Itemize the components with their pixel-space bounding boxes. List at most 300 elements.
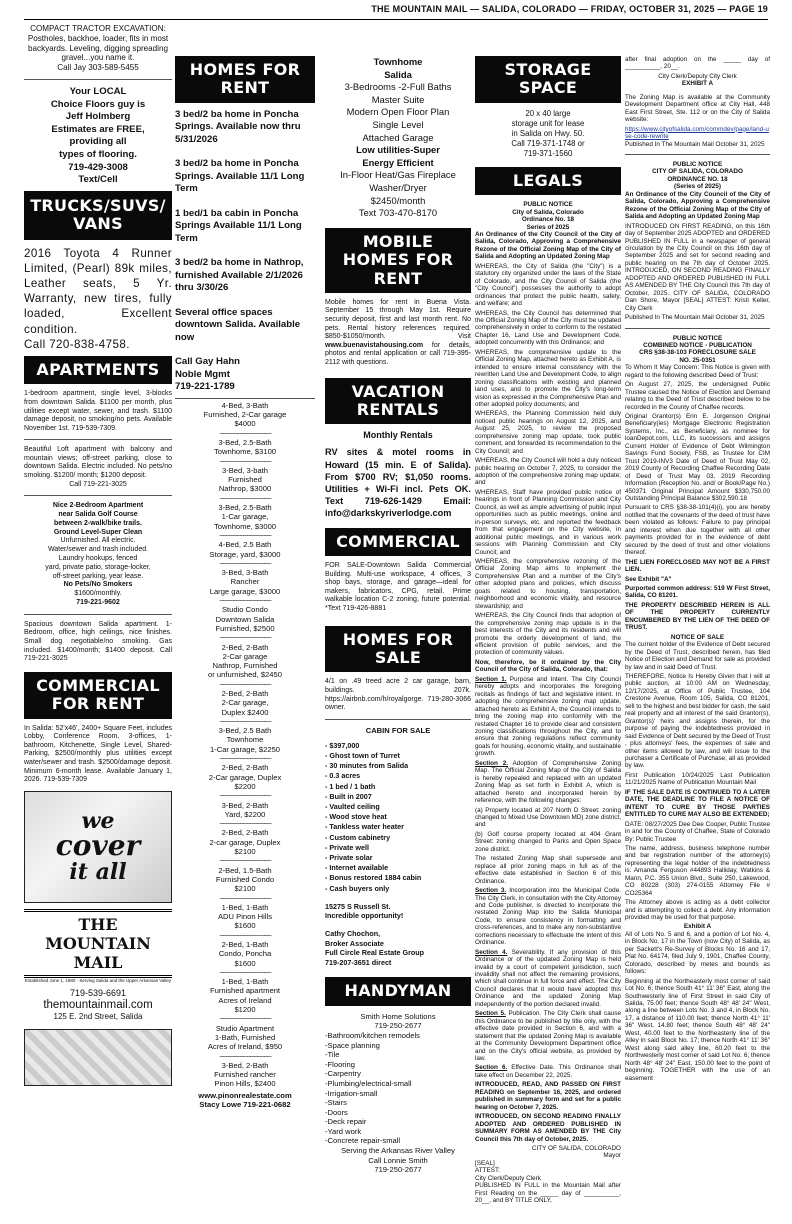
apt3-line: 719-221-9602 (76, 599, 120, 607)
listing-line: Downtown Salida (215, 614, 275, 624)
rental-2: 3 bed/2 ba home in Poncha Springs. Available 11/1 Long Term (175, 158, 305, 195)
vacation-sub: Monthly Rentals (363, 430, 433, 441)
cabin-feature: - 30 minutes from Salida (325, 761, 409, 771)
listing-line: Nathrop, Furnished (212, 661, 278, 671)
listing-line: 4-Bed, 2.5 Bath (218, 540, 272, 550)
cabin-feature: - Bonus restored 1884 cabin (325, 873, 422, 883)
listing-item (175, 605, 315, 633)
notice-section-5 (475, 1010, 621, 1062)
cabin-feature: - Wood stove heat (325, 812, 387, 822)
section-heading: Section 5. (475, 1010, 506, 1018)
signature-line: Mayor (603, 1152, 621, 1160)
signature-line: CITY OF SALIDA, COLORADO (531, 1145, 621, 1152)
mobile-homes-text: Mobile homes for rent in Buena Vista. September 15 through May 1st. Require security deposit, first and last month rent. No pets. Rental history references required. $850-$1050/month. Visit (325, 298, 471, 341)
handyman-footer (325, 1146, 471, 1175)
storage-ad (475, 109, 621, 159)
listing-item (175, 438, 315, 457)
apartment-ad-4: Spacious downtown Salida apartment. 1-Bedroom, office, high ceilings, nice finishes. Small dog negotiable/no smoking. Gas included. $1400/month; $1400 deposit. Call 719-221-3025 (24, 620, 172, 663)
storage-line: 20 x 40 large (525, 108, 571, 118)
listing-line: Townhome (226, 735, 264, 745)
townhome-line: Energy Efficient (362, 156, 434, 168)
exhibit-label: EXHIBIT A (681, 80, 714, 88)
notice-paragraph: The current holder of the Evidence of Debt secured by the Deed of Trust, described herein, has filed Notice of Election and Demand for sale as provided by law and in said Deed of Trust. (625, 641, 770, 671)
trucks-ad-text: 2016 Toyota 4 Runner Limited, (Pearl) 89k miles, Leather seats, 5 Yr. Warranty, new tires, fully loaded, Excellent condition. (24, 246, 172, 336)
notice-ordinance: Ordinance No. 18 (521, 216, 575, 224)
apartments-heading: APARTMENTS (24, 356, 172, 384)
apt3-line: off-street parking, year lease. (52, 572, 144, 580)
listing-line: 2-car garage, Duplex (209, 837, 281, 847)
section-heading: Section 3. (475, 887, 507, 895)
promo-cover: cover (55, 828, 141, 862)
listing-line: 3-Bed, 2.5 Bath (218, 726, 272, 736)
divider (24, 614, 172, 615)
listing-separator: ~~~~~~~~~~~~~~~ (219, 633, 271, 643)
zoning-map-link[interactable]: https://www.cityofsalida.com/commdev/page/land-use-code-rewrite (625, 125, 769, 141)
listing-line: Furnished (228, 475, 262, 485)
notice-paragraph: PUBLISHED IN FULL in the Mountain Mail after First Reading on the _____ day of __________, 20__, and BY TITLE ONLY, (475, 1182, 621, 1205)
listing-separator: ~~~~~~~~~~~~~~~ (219, 856, 271, 866)
divider (24, 495, 172, 496)
cabin-contact-line: Cathy Chochon, (325, 928, 381, 938)
notice-paragraph: THE LIEN FORECLOSED MAY NOT BE A FIRST LIEN. (625, 558, 770, 574)
cabin-contact-line: Broker Associate (325, 938, 384, 948)
rental-contact (175, 356, 315, 394)
mobile-homes-text-2: for details, photos and rental application or call 719-395-2112 with questions. (325, 341, 471, 367)
divider (625, 154, 770, 155)
listing-separator: ~~~~~~~~~~~~~~~ (219, 558, 271, 568)
notice-title: CRS §38-38-103 FORECLOSURE SALE (639, 349, 756, 357)
notice-section-2 (475, 760, 621, 805)
apartment-ad-2 (24, 446, 172, 489)
cabin-feature: - Private solar (325, 852, 373, 862)
section-heading: Section 4. (475, 948, 508, 956)
listing-line: ADU Pinon Hills (217, 912, 273, 922)
listing-item (175, 401, 315, 429)
masthead-logo: THE MOUNTAIN MAIL (24, 909, 172, 978)
rental-4: 3 bed/2 ba home in Nathrop, furnished Available 2/1/2026 thru 3/30/26 (175, 257, 304, 294)
notice-city: City of Salida, Colorado (512, 208, 584, 216)
listing-item (175, 726, 315, 754)
handyman-service: -Bathroom/kitchen remodels (325, 1030, 420, 1040)
pinon-site: www.pinonrealestate.com (198, 1090, 292, 1100)
rental-contact-line: 719-221-1789 (175, 381, 235, 393)
notice-paragraph: The name, address, business telephone number and bar registration number of the attorney(s) representing the legal holder of the indebtedness is: Amanda Ferguson #44893 Halliday, Watkins & Mann, P.C. 355 Union Blvd., Suite 250, Lakewood, CO 80228 (303) 274-0155 Attorney File # CO25364 (625, 844, 770, 897)
cabin-features (325, 741, 471, 894)
cabin-feature: - Custom cabinetry (325, 832, 391, 842)
apt3-line: Unfurnished. All electric. (60, 537, 136, 545)
townhome-line: $2450/month (370, 194, 426, 206)
listing-line: 2-Bed, 2-Bath (221, 828, 269, 838)
mobile-homes-heading: MOBILE HOMES FOR RENT (325, 228, 471, 293)
listing-line: Furnished, $2500 (215, 623, 275, 633)
apt3-line: $1600/monthly. (74, 590, 122, 598)
notice-paragraph: WHEREAS, the City Council will hold a duly noticed public hearing on October 7, 2025, to consider the adoption of the comprehensive zoning map update; and (475, 457, 621, 487)
cabin-feature: - Vaulted ceiling (325, 801, 380, 811)
listing-line: or unfurnished, $2450 (208, 670, 282, 680)
legal-notice-ordinance-18-title (625, 161, 770, 322)
listing-line: 3-Bed, 3-Bath (221, 568, 269, 578)
section-text: Severability. If any provision of this Ordinance or of the updated Zoning Map is held invalid by a court of competent jurisdiction, such invalidity shall not affect the remaining provisions, which shall continue in full force and effect. The City Council declares that it would have adopted this Ordinance and the updated Zoning Map independently of the portion declared invalid. (475, 948, 621, 1008)
townhome-line: Single Level (372, 118, 424, 130)
commercial-rent-ad: In Salida: 52'x46', 2400+ Square Feet, includes Lobby, Conference Room, 3-offices, 1-bathroom, Kitchenette, Single Level, Shared-Parking, $2500/monthly plus utilities except water/sewer and trash. $2500/damage deposit. Minimum 6-month lease. Available January 1, 2026. 719-539-7309 (24, 724, 172, 784)
listing-line: 1-Bed, 1-Bath (221, 902, 269, 912)
handyman-service: -Irrigation-small (325, 1088, 378, 1098)
signature-line: City Clerk/Deputy City Clerk (658, 72, 737, 80)
cabin-feature: - Tankless water heater (325, 822, 404, 832)
page-header: THE MOUNTAIN MAIL — SALIDA, COLORADO — FRIDAY, OCTOBER 31, 2025 — PAGE 19 (371, 4, 768, 14)
apt3-line: near Salida Golf Course (58, 511, 138, 519)
apartment-ad-2-text: Beautiful Loft apartment with balcony and mountain views; off-street parking, close to downtown Salida. Electric included. No pets/no smoking. $1200/ month; $1200 deposit. (24, 446, 172, 480)
listing-item (175, 568, 315, 596)
listing-line: Rancher (230, 577, 260, 587)
handyman-phone-2: 719-250-2677 (374, 1165, 422, 1175)
apt3-line: No Pets/No Smokers (63, 581, 133, 589)
listing-line: Furnished rancher (214, 1070, 276, 1080)
homes-for-sale-ad: 4/1 on .49 treed acre 2 car garage, barn, buildings. 207k. https://airbnb.com/h/royalgorge. 719-280-3066 owner. (325, 678, 471, 712)
column-5 (625, 56, 770, 1220)
listing-line: Pinon Hills, $2400 (214, 1079, 276, 1089)
cabin-address (325, 902, 471, 921)
townhome-line: Master Suite (371, 93, 425, 105)
townhome-line: Washer/Dryer (369, 181, 427, 193)
listing-line: Townhome, $3100 (213, 447, 277, 457)
notice-paragraph: To Whom It May Concern: This Notice is given with regard to the following described Deed of Trust: (625, 364, 770, 379)
notice-paragraph: DATE: 08/27/2025 Dee Dee Cooper, Public Trustee in and for the County of Chaffee, State of Colorado By: Public Trustee (625, 820, 770, 843)
apartment-ad-2-call: Call 719-221-3025 (69, 480, 127, 488)
header-rule (24, 19, 768, 20)
notice-caption: An Ordinance of the City Council of the City of Salida, Colorado, Approving a Comprehensive Rezone of the Official Zoning Map of the City of Salida and Adopting an Updated Zoning Map (625, 190, 770, 221)
cabin-contact-line: 719-207-3651 direct (325, 957, 392, 967)
apt3-line: Water/sewer and trash included. (47, 546, 149, 554)
handyman-phone: 719-250-2677 (374, 1021, 422, 1031)
legal-notice-ordinance-18 (475, 201, 621, 1204)
notice-paragraph: THE PROPERTY DESCRIBED HEREIN IS ALL OF THE PROPERTY CURRENTLY ENCUMBERED BY THE LIEN OF THE DEED OF TRUST. (625, 601, 770, 632)
listing-separator: ~~~~~~~~~~~~~~~ (219, 596, 271, 606)
townhome-line: Text 703-470-8170 (358, 207, 438, 219)
trucks-ad (24, 246, 172, 352)
section-text: Incorporation into the Municipal Code. The City Clerk, in consultation with the City Attorney and Code publisher, is directed to incorporate the restated Zoning Map into the Salida Municipal Code, to ensure consistency in formatting and cross-references, and to make any non-substantive corrections necessary to effectuate the intent of this Ordinance. (475, 887, 621, 947)
apt3-line: yard, private patio, storage-locker, (45, 563, 151, 571)
trucks-heading: TRUCKS/SUVS/ VANS (24, 191, 172, 240)
notice-paragraph: WHEREAS, the City Council has determined that the Official Zoning Map of the City must be updated comprehensively in order to conform to the restated Chapter 16, Land Use and Development Code, adopted concurrently with this Ordinance; and (475, 309, 621, 347)
listing-separator: ~~~~~~~~~~~~~~~ (219, 1014, 271, 1024)
column-1 (24, 24, 172, 1220)
notice-section-6 (475, 1064, 621, 1079)
cabin-address-line: 15275 S Russell St. (325, 901, 391, 911)
listing-separator: ~~~~~~~~~~~~~~~ (219, 716, 271, 726)
listing-line: Studio Condo (221, 605, 269, 615)
townhome-line: Attached Garage (362, 131, 434, 143)
tractor-phone: Call Jay 303-589-5455 (57, 63, 139, 73)
listing-line: $1600 (234, 958, 256, 968)
flooring-line: providing all (69, 136, 127, 148)
listing-item (175, 977, 315, 1014)
flooring-line: types of flooring. (59, 148, 137, 160)
rental-contact-line: Call Gay Hahn (175, 356, 241, 368)
legals-heading: LEGALS (475, 167, 621, 195)
commercial-ad: FOR SALE-Downtown Salida Commercial Building. Multi-use workspace, 4 offices, 3 shop bays, storage, and garage—ideal for makers, fabricators, CPG, retail. Prime walkable location C-2 zoning, future potential. *Text 719-426-8881 (325, 562, 471, 612)
listing-line: Duplex $2400 (221, 707, 269, 717)
notice-paragraph: after final adoption on the _____ day of __________, 20__. (625, 56, 770, 71)
tractor-body: Postholes, backhoe, loader, fits in most backyards. Leveling, digging spreading gravel...you name it. (27, 33, 169, 63)
apt3-line: Laundry hookups, fenced (58, 555, 138, 563)
notice-paragraph: WHEREAS, the comprehensive update to the Official Zoning Map, attached hereto as Exhibit A, is intended to ensure internal consistency with the rewritten Land Use and Development Code, to align zoning classifications with existing and planned land uses, and to promote the City's long-term vision as expressed in the Comprehensive Plan and other adopted policy documents; and (475, 348, 621, 408)
handyman-service: -Stairs (325, 1098, 347, 1108)
townhome-ad (325, 56, 471, 220)
homes-for-sale-heading: HOMES FOR SALE (325, 626, 471, 673)
notice-paragraph: Published In The Mountain Mail October 31, 2025 (625, 140, 765, 148)
promo-it-all: it all (69, 858, 127, 885)
cabin-feature: - Internet available (325, 863, 389, 873)
commercial-heading: COMMERCIAL (325, 528, 471, 556)
listing-item (175, 689, 315, 717)
flooring-line: Your LOCAL (69, 85, 127, 97)
notice-paragraph: First Publication 10/24/2025 Last Publication 11/21/2025 Name of Publication Mountain Mail (625, 771, 770, 787)
storage-line: Call 719-371-1748 or (511, 138, 585, 148)
listing-separator: ~~~~~~~~~~~~~~~ (219, 530, 271, 540)
listing-line: Studio Apartment (215, 1023, 275, 1033)
flooring-line: Jeff Holmberg (65, 111, 131, 123)
promo-website: themountainmail.com (43, 998, 153, 1011)
listing-item (175, 466, 315, 494)
promo-address: 125 E. 2nd Street, Salida (53, 1011, 143, 1021)
listing-line: 1-Bed, 1-Bath (221, 977, 269, 987)
section-text: Publication. The City Clerk shall cause this Ordinance to be published by title only, with the effective date provided in Section 6, and with a statement that the updated Zoning Map is available at the Community Development Department office and on the City's official website, as provided by law. (475, 1010, 621, 1063)
cabin-contact-line: Full Circle Real Estate Group (325, 948, 425, 958)
trucks-ad-call: Call 720-838-4758. (24, 337, 130, 351)
notice-section-1 (475, 676, 621, 758)
listing-item (175, 763, 315, 791)
listing-line: 2-Car garage, Duplex (208, 772, 282, 782)
notice-paragraph: The Attorney above is acting as a debt collector and is attempting to collect a debt. Any information provided may be used for that purpose. (625, 899, 770, 922)
handyman-call: Call Lonnie Smith (368, 1155, 428, 1165)
flooring-line: Estimates are FREE, (51, 123, 145, 135)
notice-series: Series of 2025 (526, 223, 570, 231)
listing-item (175, 540, 315, 559)
listing-line: 3-Bed, 2-Bath (221, 800, 269, 810)
divider (24, 439, 172, 440)
listing-line: 3-Bed, 2-Bath (221, 1060, 269, 1070)
cabin-address-line: Incredible opportunity! (325, 911, 404, 921)
signature-line: [SEAL] (475, 1159, 495, 1167)
listing-line: Storage, yard, $3000 (209, 549, 281, 559)
notice-paragraph: See Exhibit "A" (625, 575, 672, 583)
rental-5: Several office spaces downtown Salida. Available now (175, 306, 301, 343)
listing-line: 3-Bed, 3-bath (221, 465, 268, 475)
cabin-feature: - Built in 2007 (325, 791, 372, 801)
listing-line: 1-Bath, Furnished (214, 1032, 276, 1042)
we-cover-it-all-promo (24, 791, 172, 903)
notice-title: ORDINANCE NO. 18 (667, 175, 728, 183)
promo-phone: 719-539-6691 (69, 987, 127, 998)
notice-paragraph: INTRODUCED ON FIRST READING, on this 16th day of September 2025 ADOPTED and ORDERED PUBLISHED IN FULL in a newspaper of general circulation by the City Council on this 16th day of September 2025 and set for second reading and public hearing on the 7th day of October 2025. INTRODUCED, ON SECOND READING FINALLY ADOPTED AND ORDERED PUBLISHED IN FULL AS AMENDED BY THE City Council this 7th day of October, 2025. CITY OF SALIDA, COLORADO Dan Shore, Mayor [SEAL] ATTEST: Kristi Keller, City Clerk (625, 222, 770, 312)
handyman-service: -Flooring (325, 1059, 355, 1069)
townhome-line: Townhome (373, 56, 423, 67)
notice-paragraph: All of Lots No. 5 and 6, and a portion of Lot No. 4, in Block No. 17 in the Town (now City) of Salida, as per Sackett's Re-Survey of Blocks No. 16 and 17, Plat No. 64174, filed July 9, 1901, Chaffee County, Colorado, described by metes and bounds as follows: (625, 930, 770, 976)
notice-paragraph: Beginning at the Northeasterly most corner of said Lot No. 6; thence South 41° 11' 36" East, along the Southwesterly line of First Street in said City of Salida, 75.00 feet; thence South 48° 48' 24" West, along a line between Lots No. 3 and 4, in Block No. 17, a distance of 110.00 feet; thence North 41° 11' 36" West, 14.80 feet; thence South 48° 48' 24" West, 40.00 feet to the Northeasterly line of the Alley in said Block No. 17; thence North 41° 11' 36" West along said alley line, 60.20 feet to the Northwesterly most corner of said Lot No. 6; thence North 48° 48' 24" East, 150.00 feet to the point of beginning. TOGETHER with the use of an easement (625, 977, 770, 1082)
section-heading: Section 6. (475, 1064, 508, 1072)
notice-title: PUBLIC NOTICE (672, 334, 723, 342)
handyman-heading: HANDYMAN (325, 977, 471, 1005)
commercial-rent-heading: COMMERCIAL FOR RENT (24, 672, 172, 719)
listing-line: $1600 (234, 921, 256, 931)
handyman-service: -Space planning (325, 1040, 380, 1050)
column-4 (475, 56, 621, 1220)
listing-item (175, 903, 315, 931)
listing-item (175, 801, 315, 820)
listing-item (175, 643, 315, 680)
listing-line: 2-Bed, 1.5-Bath (218, 865, 272, 875)
column-3 (325, 56, 471, 1220)
listing-line: Yard, $2200 (224, 809, 266, 819)
listing-line: 2-Car garage (222, 651, 268, 661)
cabin-feature: - Private well (325, 842, 369, 852)
notice-title: COMBINED NOTICE - PUBLICATION (643, 341, 752, 349)
flooring-line: 719-429-3008 (68, 161, 128, 173)
divider (24, 79, 172, 80)
handyman-service: -Yard work (325, 1126, 362, 1136)
tractor-title: COMPACT TRACTOR EXCAVATION: (30, 24, 166, 33)
notice-section-4 (475, 949, 621, 1009)
notice-title: (Series of 2025) (674, 183, 721, 191)
pinon-agent: Stacy Lowe 719-221-0682 (199, 1100, 291, 1110)
section-text: Purpose and Intent. The City Council hereby adopts and incorporates the foregoing recitals as findings of fact and legislative intent. In adopting the comprehensive zoning map update, attached hereto as Exhibit A, the Council intends to bring the zoning map into conformity with the restated Chapter 16 to provide clear and consistent zoning classifications throughout the City, and to ensure that zoning regulations reflect community goals for housing, economic vitality, and sustainable growth. (475, 675, 621, 758)
column-2 (175, 56, 315, 1220)
listing-separator: ~~~~~~~~~~~~~~~ (219, 428, 271, 438)
notice-title: PUBLIC NOTICE (523, 201, 573, 209)
listing-line: 2-Bed, 1-Bath (221, 940, 269, 949)
listing-line: 1-Car garage, (221, 512, 269, 522)
townhome-line: Low utilities-Super (356, 144, 440, 156)
listing-line: Acres of Ireland, $950 (207, 1042, 283, 1052)
notice-paragraph: THEREFORE, Notice Is Hereby Given that I will at public auction, at 10:00 AM on Wednesday, 12/17/2025, at Office of Public Trustee, 104 Crestone Avenue, Room 105, Salida, CO 81201, sell to the highest and best bidder for cash, the said real property and all interest of the said Grantor(s), Grantor(s)' heirs and assigns therein, for the purpose of paying the indebtedness provided in said Evidence of Debt secured by the Deed of Trust , plus attorneys' fees, the expenses of sale and other items allowed by law, and will issue to the purchaser a Certificate of Purchase, all as provided by law. (625, 672, 770, 770)
divider (625, 328, 770, 329)
cabin-feature: - Ghost town of Turret (325, 750, 400, 760)
notice-paragraph: Pursuant to CRS §38-38-101(4)(i), you are hereby notified that the covenants of the deed of trust have been violated as follows: Failure to pay principal and interest when due together with all other payments provided for in the evidence of debt secured by the deed of trust and other violations thereof. (625, 504, 770, 557)
divider (175, 398, 315, 399)
vacation-rentals-heading: VACATION RENTALS (325, 378, 471, 425)
listing-item (175, 866, 315, 894)
listing-line: Townhome, $3000 (213, 521, 277, 531)
notice-paragraph: Original Grantor(s) Erin E. Jorgenson Original Beneficiary(ies) Mortgage Electronic Registration Systems, Inc., as Beneficiary, as nominee for loanDepot.com, LLC, its successors and assigns Current Holder of Evidence of Debt Wilmington Savings Fund Society, FSB, as Trustee for CIM Trust 2019-INV3 Date of Deed of Trust May 02, 2019 County of Recording Chaffee Recording Date of Deed of Trust May 03, 2019 Recording Information (Reception No. and/ or Book/Page No.) 450371 Original Principal Amount $330,750.00 Outstanding Principal Balance $302,590.18 (625, 413, 770, 503)
townhome-line: In-Floor Heat/Gas Fireplace (340, 169, 456, 181)
townhome-line: 3-Bedrooms -2-Full Baths (344, 81, 452, 93)
cabin-feature: - 0.3 acres (325, 771, 361, 781)
listing-line: Furnished Condo (215, 874, 275, 884)
notice-paragraph: WHEREAS, the City of Salida (the "City") is a statutory city organized under the laws of the State of Colorado, and the City Council of Salida (the "City Council") possesses the authority to adopt ordinances that protect the public health, safety, and welfare; and (475, 262, 621, 308)
listing-line: $1200 (234, 1005, 256, 1015)
notice-paragraph: (a) Property located at 207 North D Street: zoning changed to Mixed Use Downtown MD) zone district, and (475, 806, 621, 829)
notice-paragraph: The restated Zoning Map shall supersede and replace all prior zoning maps in full as of the effective date established in Section 6 of this Ordinance. (475, 855, 621, 885)
listing-line: 2-Car garage, (221, 698, 269, 708)
listing-separator: ~~~~~~~~~~~~~~~ (219, 679, 271, 689)
storage-line: 719-371-1560 (523, 148, 573, 158)
listing-line: $2100 (234, 847, 256, 857)
section-heading: Section 1. (475, 675, 507, 683)
listing-separator: ~~~~~~~~~~~~~~~ (219, 893, 271, 903)
listing-separator: ~~~~~~~~~~~~~~~ (219, 819, 271, 829)
apt3-line: Ground Level-Super Clean (53, 528, 143, 536)
mobile-homes-site: www.buenavistahousing.com (325, 341, 424, 349)
listing-line: Furnished, 2-Car garage (203, 410, 287, 420)
listing-item (175, 1024, 315, 1052)
storage-line: storage unit for lease (511, 118, 585, 128)
legal-notice-continued (625, 56, 770, 148)
notice-paragraph: IF THE SALE DATE IS CONTINUED TO A LATER DATE, THE DEADLINE TO FILE A NOTICE OF INTENT TO CURE BY THOSE PARTIES ENTITLED TO CURE MAY ALSO BE EXTENDED; (625, 788, 770, 819)
notice-paragraph: (b) Golf course property located at 404 Grant Street: zoning changed to Parks and Open Space zone district. (475, 830, 621, 853)
listing-separator: ~~~~~~~~~~~~~~~ (219, 967, 271, 977)
rental-contact-line: Noble Mgmt (175, 368, 230, 380)
listing-line: Condo, Poncha (218, 949, 272, 959)
section-heading: Section 2. (475, 759, 508, 767)
listing-item (175, 1061, 315, 1089)
handyman-service: -Plumbing/electrical-small (325, 1078, 412, 1088)
notice-paragraph: On August 27, 2025, the undersigned Public Trustee caused the Notice of Election and Demand relating to the Deed of Trust described below to be recorded in the County of Chaffee records. (625, 381, 770, 411)
cabin-feature: - 1 bed / 1 bath (325, 781, 376, 791)
handyman-service: -Concrete repair-small (325, 1136, 401, 1146)
listing-line: 2-Bed, 2-Bath (221, 642, 269, 652)
notice-paragraph: WHEREAS, the comprehensive rezoning of the Official Zoning Map aims to implement the Comprehensive Plan and a number of the City's other adopted plans and policies, which discuss goals related to housing, transportation, neighborhood and economic vitality, and resource stewardship; and (475, 558, 621, 610)
listing-line: Large garage, $3000 (209, 586, 281, 596)
notice-paragraph: WHEREAS, Staff have provided public notice of hearings in front of Planning Commission and City Council, as well as ample advertising of public input opportunities such as public meetings, online and in-person surveys, etc. and reported the feedback from that engagement on the City website, in additional public meetings, and in various work sessions with Planning Commission and City Council; and (475, 488, 621, 556)
listing-item (175, 503, 315, 531)
notice-paragraph: Published In The Mountain Mail October 31, 2025 (625, 314, 765, 322)
listing-line: Furnished apartment (209, 986, 281, 996)
townhome-line: Salida (384, 68, 412, 80)
mobile-homes-ad (325, 299, 471, 368)
notice-paragraph: WHEREAS, the City Council finds that adoption of the comprehensive zoning map update is in the best interests of the City and its residents and will promote the orderly development of land, the efficient provision of public services, and the protection of community values. (475, 612, 621, 657)
listing-line: 1-Car garage, $2250 (209, 744, 281, 754)
listing-line: Nathrop, $3000 (218, 484, 272, 494)
tractor-ad (24, 24, 172, 73)
listing-item (175, 828, 315, 856)
listing-line: $4000 (234, 419, 256, 429)
handyman-service: -Carpentry (325, 1069, 361, 1079)
listing-separator: ~~~~~~~~~~~~~~~ (219, 493, 271, 503)
listing-line: 4-Bed, 3-Bath (221, 400, 269, 410)
promo-we: we (81, 807, 115, 834)
apt3-line: Nice 2-Bedroom Apartment (52, 502, 144, 510)
listing-separator: ~~~~~~~~~~~~~~~ (219, 754, 271, 764)
notice-paragraph: WHEREAS, the Planning Commission held duly noticed public hearings on August 12, 2025, and August 25, 2025, to review the proposed comprehensive zoning map update, took public comment, and forwarded its recommendation to the City Council; and (475, 410, 621, 455)
cabin-title: CABIN FOR SALE (365, 725, 431, 735)
listing-item (175, 940, 315, 968)
section-text: Effective Date. This Ordinance shall take effect on December 22, 2025. (475, 1064, 621, 1079)
cabin-contact (325, 929, 471, 967)
listing-separator: ~~~~~~~~~~~~~~~ (219, 791, 271, 801)
rental-1: 3 bed/2 ba home in Poncha Springs. Available now thru 5/31/2026 (175, 108, 301, 145)
notice-paragraph: INTRODUCED, ON SECOND READING FINALLY ADOPTED AND ORDERED PUBLISHED IN SUMMARY FORM AS AMENDED BY THE City Council this 7th day of October, 2025. (475, 1113, 621, 1143)
rental-3: 1 bed/1 ba cabin in Poncha Springs Available 11/1 Long Term (175, 207, 302, 244)
newspaper-collage-image (24, 1029, 172, 1086)
signature-line: City Clerk/Deputy Clerk (475, 1174, 541, 1182)
notice-section-3 (475, 887, 621, 947)
listing-line: $2100 (234, 884, 256, 894)
apt3-line: between 2-walk/bike trails. (54, 519, 142, 527)
notice-paragraph: INTRODUCED, READ, AND PASSED ON FIRST READING on September 16, 2025, and ordered published in summary form and set for a public hearing on October 7, 2025. (475, 1081, 621, 1111)
vacation-ad: RV sites & motel rooms in Howard (15 min. E of Salida). From $700 RV; $1,050 rooms. Utilities + Wi-Fi incl. Pets OK. Text 719-626-1429 Email: info@darkskyriverlodge.com (325, 447, 471, 519)
listing-line: 2-Bed, 2-Bath (221, 763, 269, 773)
flooring-ad (24, 86, 172, 187)
pinon-listings (175, 401, 315, 1089)
notice-subheading: Exhibit A (683, 923, 712, 931)
notice-title: PUBLIC NOTICE (672, 160, 723, 168)
handyman-services (325, 1031, 471, 1146)
notice-paragraph: Purported common address: 519 W First Street, Salida, CO 81201. (625, 585, 770, 600)
handyman-serving: Serving the Arkansas River Valley (341, 1146, 455, 1156)
listing-separator: ~~~~~~~~~~~~~~~ (219, 1051, 271, 1061)
signature-line: ATTEST: (475, 1167, 500, 1175)
